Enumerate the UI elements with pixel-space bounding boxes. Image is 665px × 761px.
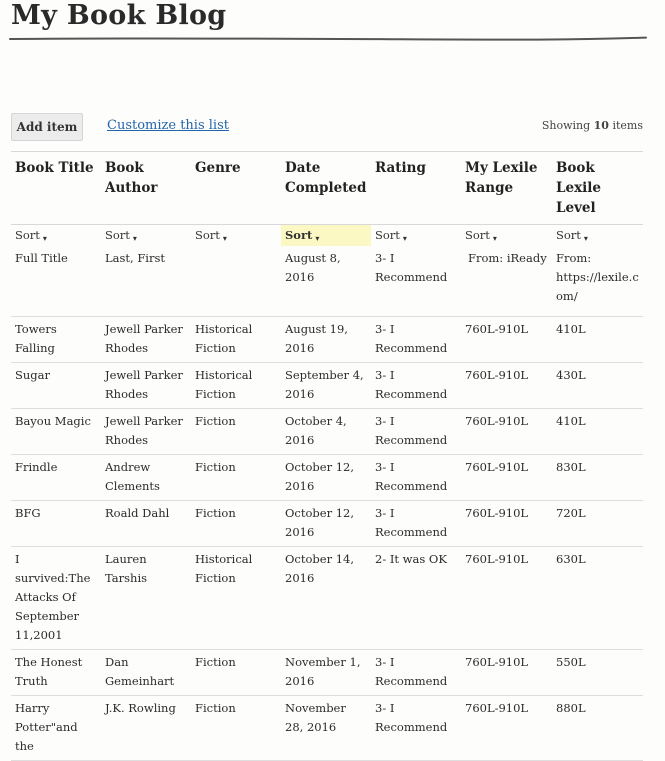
column-header-date-completed: Date Completed [281,152,371,225]
cell-book-title[interactable]: Bayou Magic [11,408,101,454]
cell-book-author: Jewell Parker Rhodes [101,316,191,362]
cell-book-author: Dan Gemeinhart [101,649,191,695]
cell-genre: Historical Fiction [191,546,281,649]
sort-link-book-title[interactable] [15,228,47,242]
cell-my-lexile-range: 760L-910L [461,649,552,695]
cell-book-lexile-level: 720L [552,500,643,546]
caret-down-icon: ▾ [42,234,47,243]
cell-date-completed: October 12, 2016 [281,500,371,546]
item-count-label [542,119,643,132]
caret-down-icon: ▾ [132,234,137,243]
sort-cell-rating [371,225,461,246]
cell-date-completed: August 8, 2016 [281,246,371,317]
cell-genre: Fiction [191,408,281,454]
cell-rating: 3- I Recommend [371,246,461,317]
customize-list-link[interactable]: Customize this list [107,118,229,133]
cell-book-lexile-level: 430L [552,362,643,408]
cell-book-title[interactable]: The Honest Truth [11,649,101,695]
cell-rating: 3- I Recommend [371,500,461,546]
table-row [11,500,643,546]
table-row [11,454,643,500]
add-item-button[interactable]: Add item [11,113,83,141]
table-row [11,649,643,695]
cell-book-lexile-level: 830L [552,454,643,500]
cell-date-completed: September 4, 2016 [281,362,371,408]
cell-book-title[interactable]: Sugar [11,362,101,408]
table-row [11,695,643,760]
table-row [11,362,643,408]
title-underline-rule [10,34,646,44]
cell-book-author: Jewell Parker Rhodes [101,408,191,454]
sort-label: Sort [105,228,130,242]
column-header-genre: Genre [191,152,281,225]
column-header-my-lexile-range: My Lexile Range [461,152,552,225]
table-row [11,408,643,454]
sort-row [11,225,643,246]
table-row [11,316,643,362]
cell-rating: 3- I Recommend [371,695,461,760]
cell-my-lexile-range: 760L-910L [461,362,552,408]
sort-link-book-lexile-level[interactable] [556,228,588,242]
cell-book-title[interactable]: Towers Falling [11,316,101,362]
sort-cell-genre [191,225,281,246]
cell-my-lexile-range: 760L-910L [461,546,552,649]
cell-book-lexile-level: From: https://lexile.com/ [552,246,643,317]
cell-book-title[interactable]: Full Title [11,246,101,317]
cell-genre: Fiction [191,454,281,500]
column-header-rating: Rating [371,152,461,225]
cell-genre [191,246,281,317]
header-row [11,152,643,225]
cell-book-lexile-level: 410L [552,316,643,362]
cell-rating: 2- It was OK [371,546,461,649]
cell-genre: Historical Fiction [191,316,281,362]
sort-cell-book-title [11,225,101,246]
sort-label: Sort [285,228,313,242]
column-header-book-author: Book Author [101,152,191,225]
sort-link-my-lexile-range[interactable] [465,228,497,242]
caret-down-icon: ▾ [492,234,497,243]
sort-label: Sort [15,228,40,242]
cell-book-lexile-level: 630L [552,546,643,649]
cell-book-title[interactable]: I survived:The Attacks Of September 11,2001 [11,546,101,649]
blog-title: My Book Blog [11,0,227,31]
cell-rating: 3- I Recommend [371,649,461,695]
cell-book-author: Lauren Tarshis [101,546,191,649]
cell-my-lexile-range: 760L-910L [461,316,552,362]
caret-down-icon: ▾ [402,234,407,243]
table-body [11,246,643,761]
sort-link-genre[interactable] [195,228,227,242]
list-toolbar [11,113,643,143]
cell-book-author: J.K. Rowling [101,695,191,760]
cell-rating: 3- I Recommend [371,454,461,500]
cell-genre: Historical Fiction [191,362,281,408]
showing-suffix: items [612,119,643,132]
cell-rating: 3- I Recommend [371,408,461,454]
sort-label: Sort [195,228,220,242]
cell-book-title[interactable]: Harry Potter"and the [11,695,101,760]
cell-genre: Fiction [191,649,281,695]
cell-date-completed: October 14, 2016 [281,546,371,649]
cell-genre: Fiction [191,695,281,760]
cell-book-title[interactable]: Frindle [11,454,101,500]
template-row [11,246,643,317]
column-header-book-title: Book Title [11,152,101,225]
cell-book-author: Jewell Parker Rhodes [101,362,191,408]
sort-link-rating[interactable] [375,228,407,242]
cell-date-completed: August 19, 2016 [281,316,371,362]
table-row [11,546,643,649]
cell-my-lexile-range: 760L-910L [461,500,552,546]
sort-cell-my-lexile-range [461,225,552,246]
cell-book-author: Roald Dahl [101,500,191,546]
sort-label: Sort [465,228,490,242]
cell-book-author: Andrew Clements [101,454,191,500]
caret-down-icon: ▾ [315,233,320,243]
cell-my-lexile-range: 760L-910L [461,695,552,760]
sort-link-date-completed[interactable] [285,228,319,242]
cell-book-lexile-level: 550L [552,649,643,695]
cell-book-lexile-level: 880L [552,695,643,760]
cell-rating: 3- I Recommend [371,316,461,362]
sort-link-book-author[interactable] [105,228,137,242]
cell-date-completed: October 4, 2016 [281,408,371,454]
showing-count: 10 [593,119,609,132]
cell-date-completed: November 1, 2016 [281,649,371,695]
sort-cell-book-lexile-level [552,225,643,246]
cell-date-completed: October 12, 2016 [281,454,371,500]
cell-my-lexile-range: From: iReady [461,246,552,317]
cell-book-title[interactable]: BFG [11,500,101,546]
cell-my-lexile-range: 760L-910L [461,408,552,454]
cell-book-lexile-level: 410L [552,408,643,454]
caret-down-icon: ▾ [222,234,227,243]
sort-label: Sort [375,228,400,242]
sort-cell-date-completed [281,225,371,246]
sort-cell-book-author [101,225,191,246]
column-header-book-lexile-level: Book Lexile Level [552,152,643,225]
caret-down-icon: ▾ [583,234,588,243]
cell-rating: 3- I Recommend [371,362,461,408]
sort-label: Sort [556,228,581,242]
showing-prefix: Showing [541,119,591,132]
book-list-table [11,151,643,761]
cell-date-completed: November 28, 2016 [281,695,371,760]
cell-book-author: Last, First [101,246,191,317]
cell-my-lexile-range: 760L-910L [461,454,552,500]
cell-genre: Fiction [191,500,281,546]
